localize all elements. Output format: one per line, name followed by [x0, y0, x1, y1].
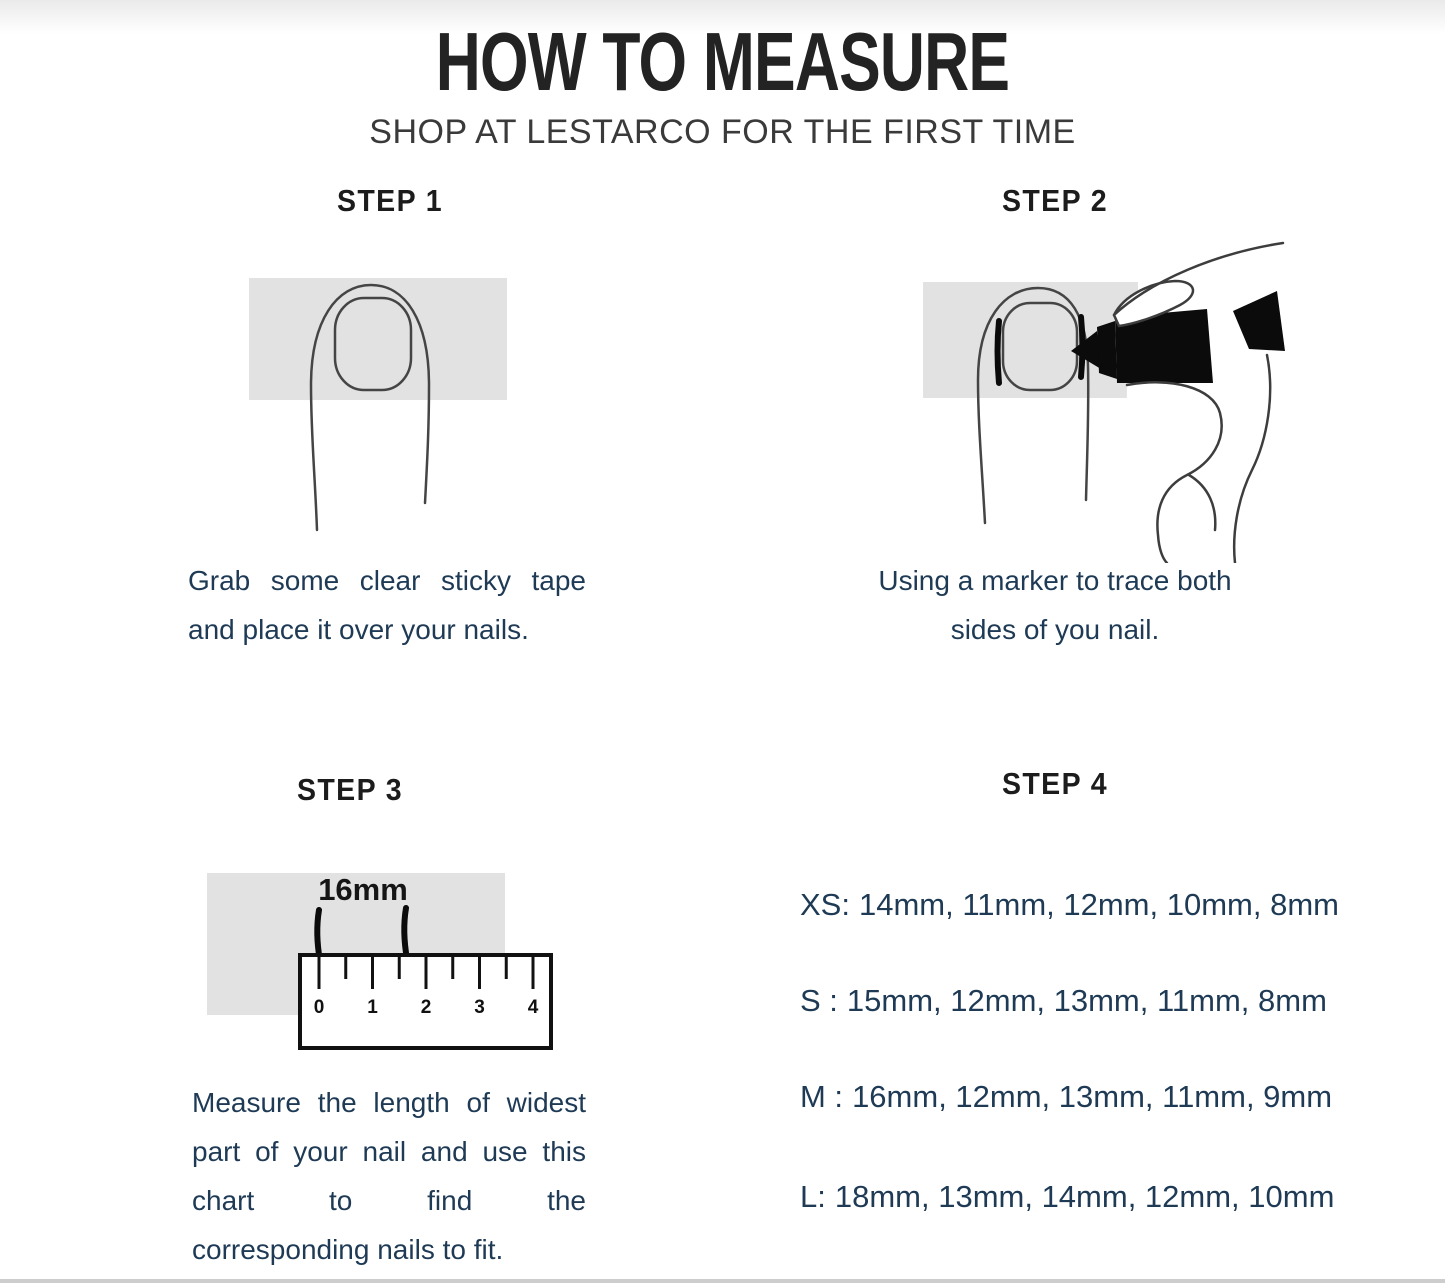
finger-crease-line: [1189, 475, 1215, 530]
ruler-tick-label: 4: [527, 997, 539, 1018]
step2-caption: [845, 556, 1265, 654]
size-label: L:: [800, 1179, 826, 1214]
size-label: M :: [800, 1079, 844, 1114]
finger-with-tape-illustration: [165, 235, 615, 555]
size-values: 18mm, 13mm, 14mm, 12mm, 10mm: [834, 1179, 1335, 1214]
page-subtitle: SHOP AT LESTARCO FOR THE FIRST TIME: [369, 113, 1076, 151]
marker-cap-icon: [1233, 291, 1285, 351]
caption-line: Using a marker to trace both: [878, 565, 1232, 596]
caption-line: Grab some clear sticky tape: [188, 565, 586, 596]
step3-heading: STEP 3: [296, 772, 404, 807]
marker-ferrule-icon: [1097, 321, 1117, 379]
size-row-l: [800, 1176, 1335, 1218]
ruler-tick-label: 1: [367, 997, 378, 1018]
bottom-border-strip: [0, 1279, 1445, 1283]
size-label: S :: [800, 983, 838, 1018]
size-values: 15mm, 12mm, 13mm, 11mm, 8mm: [846, 983, 1327, 1018]
size-row-m: [800, 1076, 1333, 1118]
measurement-value-label: 16mm: [318, 872, 408, 907]
step2-heading: STEP 2: [1001, 183, 1109, 218]
left-trace-mark: [998, 321, 1000, 383]
step3-caption: [192, 1078, 586, 1274]
caption-line: Measure the length of widest: [192, 1087, 586, 1118]
ruler-tick-label: 3: [474, 997, 485, 1018]
hand-fill: [1125, 382, 1222, 563]
size-values: 14mm, 11mm, 12mm, 10mm, 8mm: [858, 887, 1339, 922]
caption-line: part of your nail and use this: [192, 1136, 586, 1167]
size-label: XS:: [800, 887, 850, 922]
right-trace-mark: [404, 908, 407, 959]
step1-heading: STEP 1: [336, 183, 444, 218]
ruler-measurement-illustration: [200, 860, 555, 1052]
ruler-tick-label: 2: [420, 997, 432, 1018]
tape-rect: [249, 278, 507, 400]
size-values: 16mm, 12mm, 13mm, 11mm, 9mm: [852, 1079, 1333, 1114]
caption-line: and place it over your nails.: [188, 614, 529, 645]
page-title: HOW TO MEASURE: [435, 14, 1010, 109]
step1-caption: [188, 556, 586, 654]
step4-heading: STEP 4: [1001, 766, 1109, 801]
caption-line: chart to find the: [192, 1185, 586, 1216]
marker-tracing-illustration: [825, 228, 1285, 563]
size-row-xs: [800, 884, 1339, 926]
caption-line: sides of you nail.: [950, 614, 1160, 645]
hand-edge-line: [1234, 355, 1270, 563]
ruler-tick-label: 0: [313, 997, 325, 1018]
caption-line: corresponding nails to fit.: [192, 1234, 504, 1265]
size-row-s: [800, 980, 1327, 1022]
